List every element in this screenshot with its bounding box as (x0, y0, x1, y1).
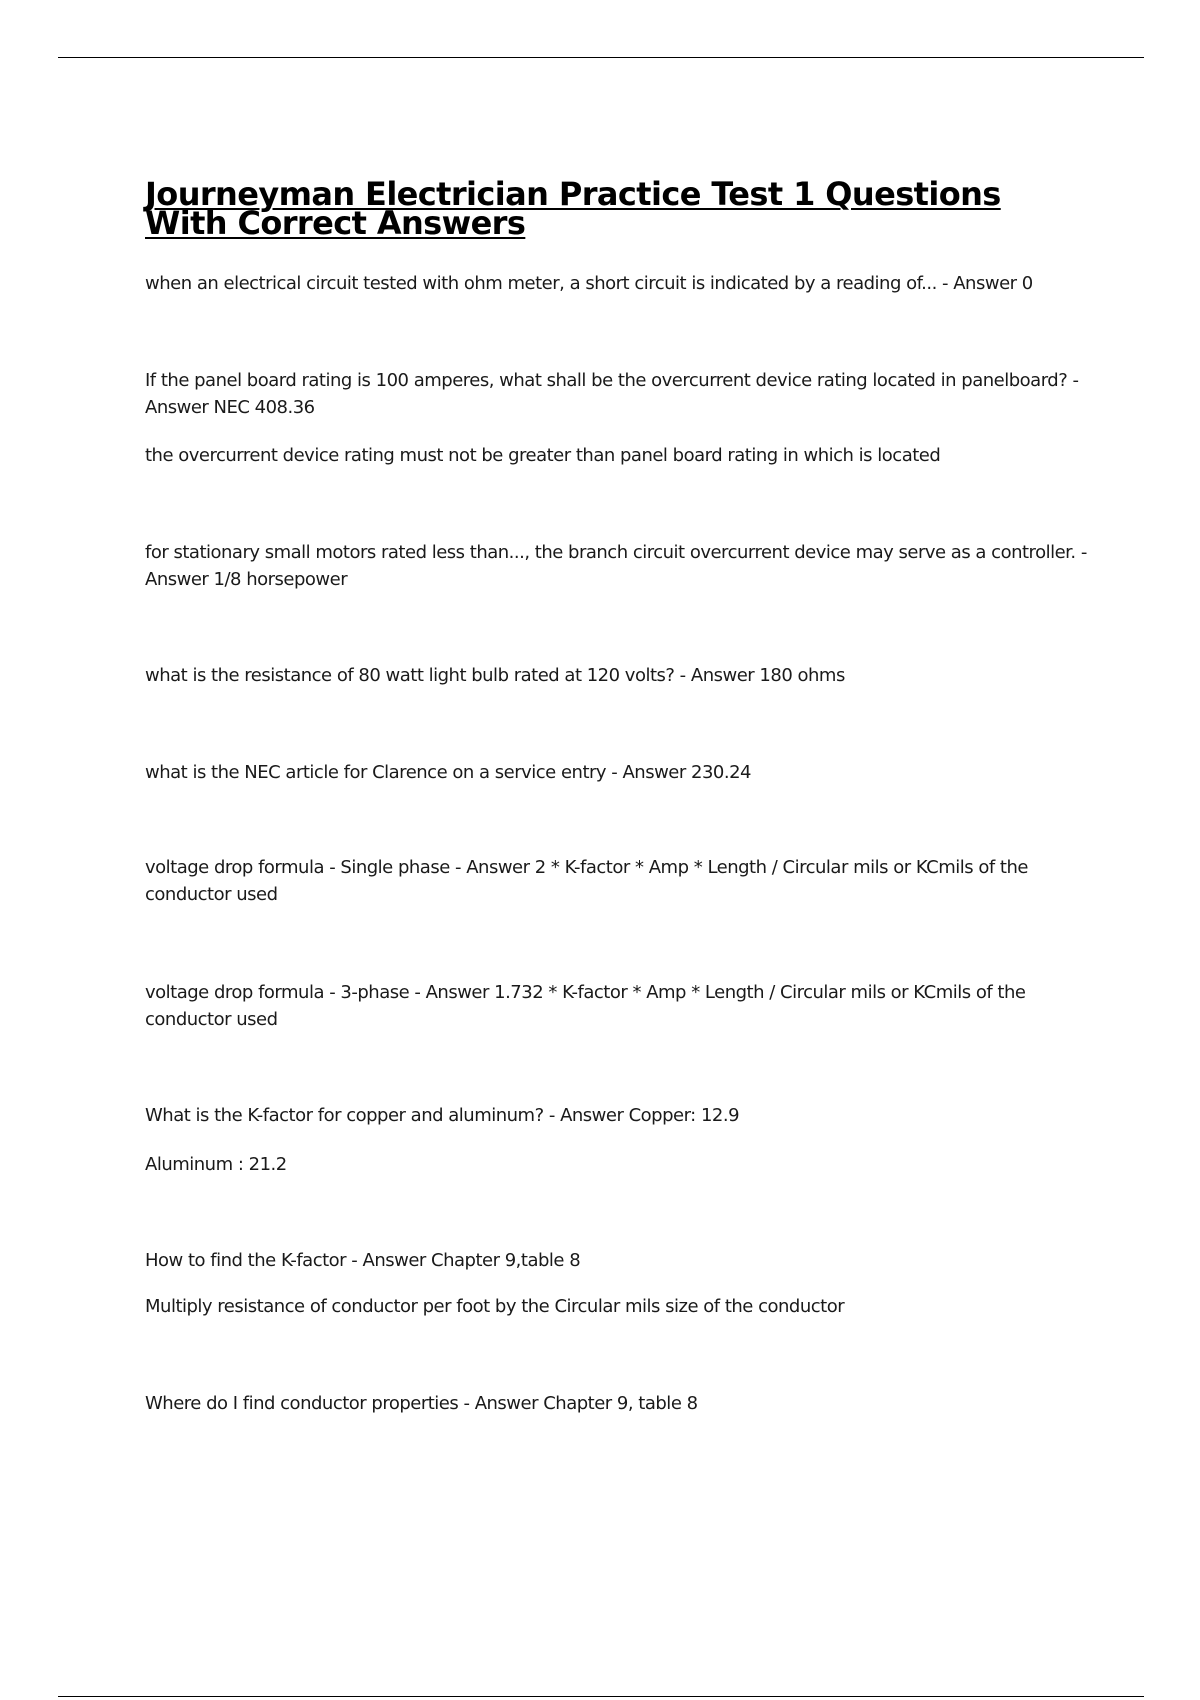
qa-item-10: Where do I find conductor properties - Answer Chapter 9, table 8 (145, 1393, 698, 1414)
qa-item-4: what is the resistance of 80 watt light bulb rated at 120 volts? - Answer 180 ohms (145, 665, 845, 686)
qa-item-3: for stationary small motors rated less than..., the branch circuit overcurrent device may serve as a controller. - Answer 1/8 horsepower (145, 542, 1087, 590)
document-title: Journeyman Electrician Practice Test 1 Questions With Correct Answers (145, 175, 1001, 242)
qa-item-9: How to find the K-factor - Answer Chapter 9,table 8 (145, 1250, 581, 1271)
qa-item-5: what is the NEC article for Clarence on a service entry - Answer 230.24 (145, 762, 751, 783)
qa-item-8-note: Aluminum : 21.2 (145, 1154, 287, 1175)
footer-rule (58, 1696, 1144, 1697)
qa-item-6: voltage drop formula - Single phase - Answer 2 * K-factor * Amp * Length / Circular mils or KCmils of the conductor used (145, 857, 1028, 905)
qa-item-1: when an electrical circuit tested with ohm meter, a short circuit is indicated by a reading of... - Answer 0 (145, 273, 1033, 294)
header-rule (58, 57, 1144, 58)
qa-item-9-note: Multiply resistance of conductor per foot by the Circular mils size of the conductor (145, 1296, 845, 1317)
qa-item-7: voltage drop formula - 3-phase - Answer 1.732 * K-factor * Amp * Length / Circular mils or KCmils of the conductor used (145, 982, 1026, 1030)
qa-item-2: If the panel board rating is 100 amperes, what shall be the overcurrent device rating located in panelboard? - Answer NEC 408.36 (145, 370, 1079, 418)
qa-item-2-note: the overcurrent device rating must not be greater than panel board rating in which is located (145, 445, 941, 466)
qa-item-8: What is the K-factor for copper and aluminum? - Answer Copper: 12.9 (145, 1105, 740, 1126)
